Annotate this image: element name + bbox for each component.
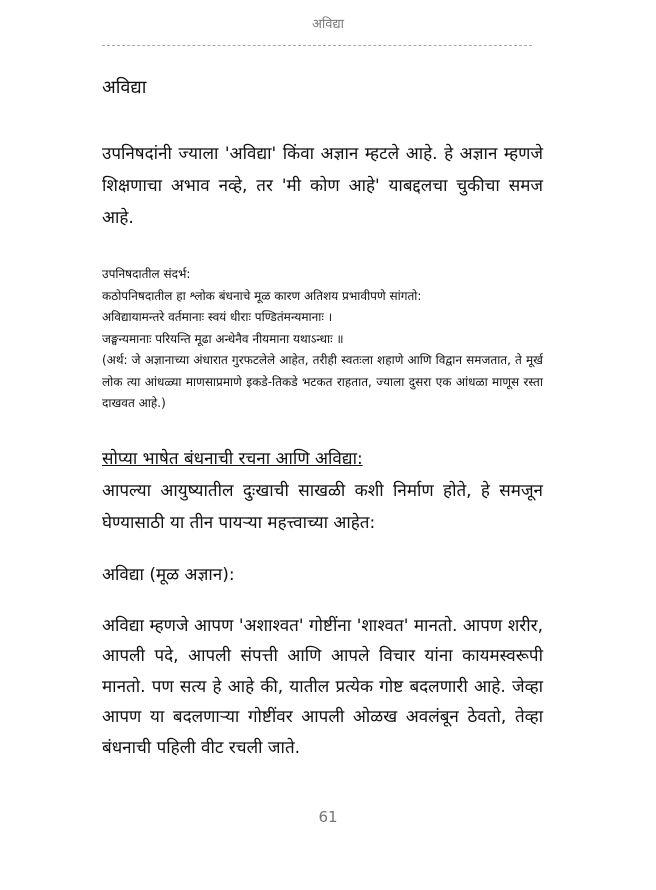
- reference-intro-line: कठोपनिषदातील हा श्लोक बंधनाचे मूळ कारण अतिशय प्रभावीपणे सांगतो:: [102, 288, 422, 303]
- section-lead-paragraph: आपल्या आयुष्यातील दुःखाची साखळी कशी निर्माण होते, हे समजून घेण्यासाठी या तीन पायऱ्या महत्त्वाच्या आहेत:: [102, 480, 543, 533]
- chapter-title: अविद्या: [102, 77, 147, 98]
- verse-line-2: जङ्घन्यमानाः परियन्ति मूढा अन्धेनैव नीयमाना यथाऽन्धाः ॥: [102, 331, 344, 346]
- header-divider: [102, 45, 532, 46]
- reference-block: [102, 264, 543, 415]
- section-heading: सोप्या भाषेत बंधनाची रचना आणि अविद्या:: [102, 448, 363, 469]
- verse-line-1: अविद्यायामन्तरे वर्तमानाः स्वयं धीराः पण्डितंमन्यमानाः ।: [102, 310, 333, 324]
- subheading-avidya: अविद्या (मूळ अज्ञान):: [102, 564, 235, 585]
- intro-paragraph: उपनिषदांनी ज्याला 'अविद्या' किंवा अज्ञान म्हटले आहे. हे अज्ञान म्हणजे शिक्षणाचा अभाव नव्हे, तर 'मी कोण आहे' याबद्दलचा चुकीचा समज आहे.: [102, 144, 543, 228]
- page-content: [102, 74, 543, 763]
- verse-meaning: (अर्थ: जे अज्ञानाच्या अंधारात गुरफटलेले आहेत, तरीही स्वतःला शहाणे आणि विद्वान समजतात, ते मूर्ख लोक त्या आंधळ्या माणसाप्रमाणे इकडे-तिकडे भटकत राहतात, ज्याला दुसरा एक आंधळा माणूस रस्ता दाखवत आहे.): [102, 353, 543, 410]
- reference-label: उपनिषदातील संदर्भ:: [102, 267, 191, 281]
- body-paragraph: अविद्या म्हणजे आपण 'अशाश्वत' गोष्टींना 'शाश्वत' मानतो. आपण शरीर, आपली पदे, आपली संपत्ती आणि आपले विचार यांना कायमस्वरूपी मानतो. पण सत्य हे आहे की, यातील प्रत्येक गोष्ट बदलणारी आहे. जेव्हा आपण या बदलणाऱ्या गोष्टींवर आपली ओळख अवलंबून ठेवतो, तेव्हा बंधनाची पहिली वीट रचली जाते.: [102, 615, 543, 758]
- page-number: 61: [318, 808, 338, 826]
- running-header-title: अविद्या: [311, 17, 345, 32]
